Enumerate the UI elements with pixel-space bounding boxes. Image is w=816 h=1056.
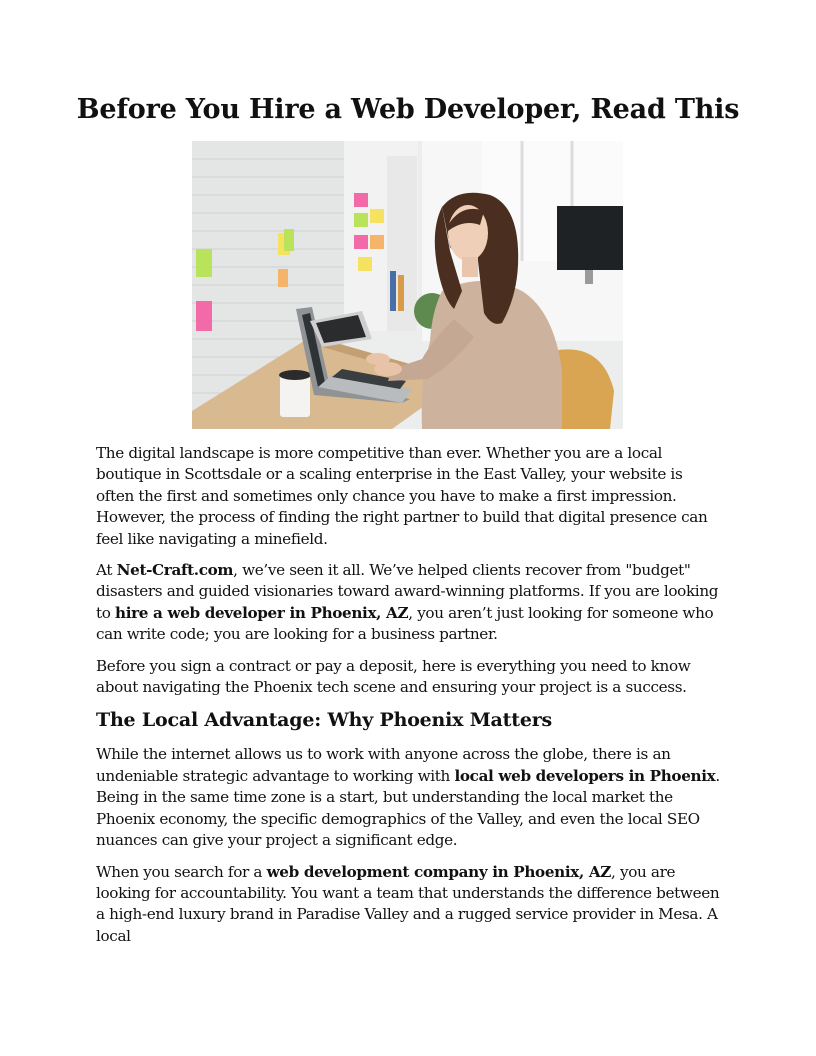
text-run: , we’ve seen it all. We’ve helped clients recover from "budget" disasters and guided visionaries toward award-winning platforms. If you are looking to [96, 561, 719, 622]
text-run: While the internet allows us to work with anyone across the globe, there is an undeniable strategic advantage to working with [96, 745, 671, 785]
text-run: , you are looking for accountability. You want a team that understands the difference between a high-end luxury brand in Paradise Valley and a rugged service provider in Mesa. A local [96, 862, 720, 945]
article-body [96, 443, 724, 957]
woman-at-laptop-illustration [192, 141, 623, 429]
section-heading: The Local Advantage: Why Phoenix Matters [96, 709, 553, 732]
paragraph-before-sign: Before you sign a contract or pay a deposit, here is everything you need to know about navigating the Phoenix tech scene and ensuring your project is a success. [96, 656, 691, 697]
page-title: Before You Hire a Web Developer, Read This [76, 94, 740, 125]
hero-image [192, 141, 623, 429]
brand-name-link: Net-Craft.com [116, 561, 234, 580]
paragraph-local-advantage [96, 744, 724, 851]
keyword-local-web-developers: local web developers in Phoenix [454, 766, 716, 785]
text-run: . Being in the same time zone is a start, but understanding the local market the Phoenix economy, the specific demographics of the Valley, and even the local SEO nuances can give your project a significant edge. [96, 766, 720, 850]
text-run: When you search for a [96, 862, 267, 881]
paragraph-intro: The digital landscape is more competitive than ever. Whether you are a local boutique in Scottsdale or a scaling enterprise in the East Valley, your website is often the first and sometimes only chance you have to make a first impression. However, the process of finding the right partner to build that digital presence can feel like navigating a minefield. [96, 444, 708, 548]
text-run: , you aren’t just looking for someone who can write code; you are looking for a business partner. [96, 603, 714, 644]
paragraph-netcraft [96, 560, 724, 646]
paragraph-accountability [96, 862, 724, 948]
keyword-web-development-company: web development company in Phoenix, AZ [266, 862, 612, 881]
keyword-hire-web-developer: hire a web developer in Phoenix, AZ [115, 603, 409, 622]
text-run: At [96, 561, 117, 580]
